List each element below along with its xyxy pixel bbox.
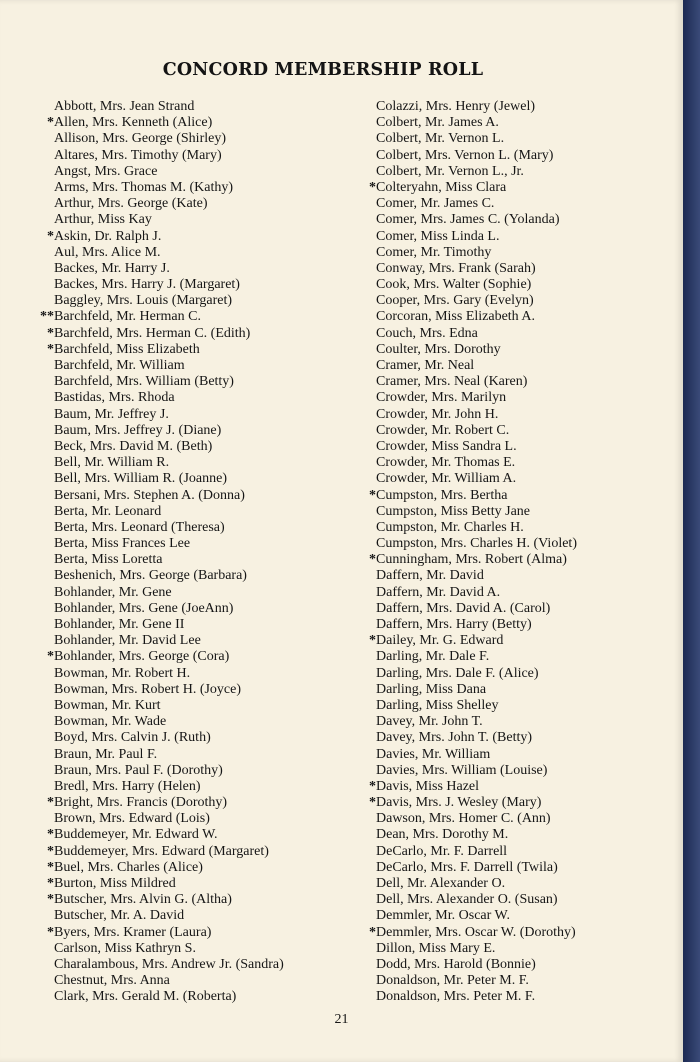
member-name: Crowder, Miss Sandra L. bbox=[376, 438, 517, 454]
member-entry bbox=[360, 164, 660, 180]
member-name: Demmler, Mr. Oscar W. bbox=[376, 908, 510, 924]
member-entry bbox=[38, 795, 338, 811]
member-entry bbox=[38, 892, 338, 908]
member-name: Cumpston, Mrs. Bertha bbox=[376, 487, 508, 503]
page-number: 21 bbox=[334, 1012, 349, 1027]
member-name: Bowman, Mr. Robert H. bbox=[54, 665, 191, 681]
member-name: Bohlander, Mr. Gene bbox=[54, 584, 172, 600]
member-entry bbox=[360, 488, 660, 504]
member-name: Comer, Miss Linda L. bbox=[376, 228, 500, 244]
member-name: Crowder, Mr. William A. bbox=[376, 471, 517, 487]
member-name: Baggley, Mrs. Louis (Margaret) bbox=[54, 293, 233, 309]
member-mark: * bbox=[47, 325, 54, 341]
member-entry bbox=[38, 407, 338, 423]
member-entry bbox=[360, 309, 660, 325]
member-mark: * bbox=[369, 487, 376, 503]
member-name: Baum, Mr. Jeffrey J. bbox=[54, 406, 169, 422]
member-entry bbox=[38, 229, 338, 245]
member-entry bbox=[38, 131, 338, 147]
member-name: Butscher, Mrs. Alvin G. (Altha) bbox=[54, 892, 232, 908]
member-entry bbox=[360, 698, 660, 714]
member-entry bbox=[360, 196, 660, 212]
member-name: Allen, Mrs. Kenneth (Alice) bbox=[54, 115, 213, 131]
member-name: Barchfeld, Mrs. William (Betty) bbox=[54, 374, 234, 390]
member-entry bbox=[38, 488, 338, 504]
member-mark: * bbox=[47, 876, 54, 891]
member-entry bbox=[38, 520, 338, 536]
member-mark: * bbox=[47, 843, 54, 859]
member-entry bbox=[360, 423, 660, 439]
member-entry bbox=[38, 423, 338, 439]
member-entry bbox=[38, 827, 338, 843]
member-name: Crowder, Mr. John H. bbox=[376, 406, 499, 422]
member-name: Butscher, Mr. A. David bbox=[54, 908, 185, 924]
member-name: Daffern, Mr. David bbox=[376, 568, 484, 584]
member-name: Dell, Mr. Alexander O. bbox=[376, 876, 506, 891]
member-name: Colbert, Mr. Vernon L., Jr. bbox=[376, 163, 524, 179]
member-name: Barchfeld, Mrs. Herman C. (Edith) bbox=[54, 325, 251, 341]
member-name: Buel, Mrs. Charles (Alice) bbox=[54, 859, 203, 875]
member-name: Bohlander, Mr. Gene II bbox=[54, 617, 185, 632]
member-name: Berta, Mr. Leonard bbox=[54, 503, 162, 519]
member-name: Davey, Mrs. John T. (Betty) bbox=[376, 730, 533, 746]
member-name: Davis, Miss Hazel bbox=[376, 778, 480, 794]
member-entry bbox=[38, 504, 338, 520]
member-name: Daffern, Mrs. David A. (Carol) bbox=[376, 600, 551, 616]
member-name: Colazzi, Mrs. Henry (Jewel) bbox=[376, 99, 536, 114]
right-column bbox=[360, 99, 660, 1006]
member-entry bbox=[38, 455, 338, 471]
member-name: Altares, Mrs. Timothy (Mary) bbox=[54, 147, 222, 163]
binding-edge bbox=[683, 0, 700, 1062]
member-entry bbox=[38, 649, 338, 665]
member-entry bbox=[360, 860, 660, 876]
member-entry bbox=[360, 568, 660, 584]
member-entry bbox=[38, 860, 338, 876]
member-entry bbox=[360, 908, 660, 924]
member-entry bbox=[360, 374, 660, 390]
member-name: Coulter, Mrs. Dorothy bbox=[376, 341, 501, 357]
member-entry bbox=[38, 164, 338, 180]
member-entry bbox=[360, 763, 660, 779]
member-name: Crowder, Mrs. Marilyn bbox=[376, 390, 507, 406]
member-entry bbox=[360, 99, 660, 115]
member-name: Dailey, Mr. G. Edward bbox=[376, 633, 504, 649]
member-entry bbox=[360, 520, 660, 536]
member-name: Cumpston, Miss Betty Jane bbox=[376, 503, 531, 519]
member-entry bbox=[38, 552, 338, 568]
member-name: Bowman, Mr. Wade bbox=[54, 714, 167, 730]
member-name: Buddemeyer, Mr. Edward W. bbox=[54, 827, 218, 843]
member-entry bbox=[38, 536, 338, 552]
member-entry bbox=[360, 844, 660, 860]
member-name: Askin, Dr. Ralph J. bbox=[54, 228, 162, 244]
member-entry bbox=[38, 568, 338, 584]
member-entry bbox=[360, 229, 660, 245]
member-entry bbox=[360, 293, 660, 309]
member-entry bbox=[38, 779, 338, 795]
member-name: Comer, Mrs. James C. (Yolanda) bbox=[376, 212, 560, 228]
member-name: Cramer, Mrs. Neal (Karen) bbox=[376, 374, 528, 390]
member-name: Bredl, Mrs. Harry (Helen) bbox=[54, 778, 201, 794]
member-name: Cooper, Mrs. Gary (Evelyn) bbox=[376, 293, 534, 309]
member-entry bbox=[38, 908, 338, 924]
member-mark: * bbox=[47, 649, 54, 665]
member-name: Comer, Mr. Timothy bbox=[376, 244, 492, 260]
member-name: Corcoran, Miss Elizabeth A. bbox=[376, 309, 536, 325]
member-entry bbox=[38, 245, 338, 261]
member-entry bbox=[360, 666, 660, 682]
member-entry bbox=[38, 358, 338, 374]
member-name: Berta, Miss Frances Lee bbox=[54, 536, 191, 552]
member-entry bbox=[38, 374, 338, 390]
member-name: Bell, Mr. William R. bbox=[54, 455, 170, 471]
member-mark: * bbox=[47, 859, 54, 875]
member-name: Donaldson, Mr. Peter M. F. bbox=[376, 973, 529, 989]
member-entry bbox=[38, 666, 338, 682]
member-mark: * bbox=[47, 115, 54, 131]
member-name: DeCarlo, Mr. F. Darrell bbox=[376, 843, 508, 859]
member-entry bbox=[360, 601, 660, 617]
member-entry bbox=[38, 747, 338, 763]
member-name: Davis, Mrs. J. Wesley (Mary) bbox=[376, 795, 542, 811]
member-mark: * bbox=[369, 924, 376, 940]
member-name: Beck, Mrs. David M. (Beth) bbox=[54, 438, 213, 454]
member-entry bbox=[360, 439, 660, 455]
member-name: Cook, Mrs. Walter (Sophie) bbox=[376, 277, 532, 293]
member-entry bbox=[38, 293, 338, 309]
member-name: Charalambous, Mrs. Andrew Jr. (Sandra) bbox=[54, 956, 284, 972]
member-name: Colteryahn, Miss Clara bbox=[376, 179, 507, 195]
member-name: Colbert, Mr. James A. bbox=[376, 115, 499, 131]
member-mark: * bbox=[369, 633, 376, 649]
member-name: Donaldson, Mrs. Peter M. F. bbox=[376, 989, 536, 1005]
member-entry bbox=[38, 196, 338, 212]
member-name: Bohlander, Mrs. Gene (JoeAnn) bbox=[54, 600, 234, 616]
member-entry bbox=[38, 925, 338, 941]
member-entry bbox=[360, 892, 660, 908]
member-entry bbox=[360, 536, 660, 552]
member-entry bbox=[360, 973, 660, 989]
member-entry bbox=[360, 649, 660, 665]
member-name: Cumpston, Mrs. Charles H. (Violet) bbox=[376, 536, 577, 552]
member-mark: * bbox=[47, 341, 54, 357]
member-name: Bowman, Mrs. Robert H. (Joyce) bbox=[54, 681, 242, 697]
member-entry bbox=[38, 941, 338, 957]
member-entry bbox=[360, 811, 660, 827]
member-name: Dean, Mrs. Dorothy M. bbox=[376, 827, 509, 843]
member-name: Berta, Miss Loretta bbox=[54, 552, 163, 568]
member-entry bbox=[360, 245, 660, 261]
member-entry bbox=[38, 714, 338, 730]
member-name: Bowman, Mr. Kurt bbox=[54, 697, 161, 713]
member-mark: * bbox=[47, 795, 54, 811]
member-name: Comer, Mr. James C. bbox=[376, 196, 495, 212]
member-entry bbox=[360, 989, 660, 1005]
member-name: Clark, Mrs. Gerald M. (Roberta) bbox=[54, 989, 237, 1005]
member-entry bbox=[38, 585, 338, 601]
member-name: Darling, Mr. Dale F. bbox=[376, 649, 490, 665]
member-name: Bersani, Mrs. Stephen A. (Donna) bbox=[54, 487, 245, 503]
member-name: Arms, Mrs. Thomas M. (Kathy) bbox=[54, 179, 234, 195]
member-entry bbox=[38, 277, 338, 293]
member-name: Braun, Mrs. Paul F. (Dorothy) bbox=[54, 762, 223, 778]
member-name: Bohlander, Mr. David Lee bbox=[54, 633, 201, 649]
member-entry bbox=[38, 99, 338, 115]
member-name: Buddemeyer, Mrs. Edward (Margaret) bbox=[54, 843, 269, 859]
member-name: Crowder, Mr. Thomas E. bbox=[376, 455, 516, 471]
member-name: Aul, Mrs. Alice M. bbox=[54, 244, 161, 260]
member-name: Dodd, Mrs. Harold (Bonnie) bbox=[376, 956, 536, 972]
member-entry bbox=[360, 957, 660, 973]
member-entry bbox=[38, 730, 338, 746]
member-entry bbox=[38, 148, 338, 164]
member-entry bbox=[360, 779, 660, 795]
member-name: Byers, Mrs. Kramer (Laura) bbox=[54, 924, 212, 940]
member-name: Darling, Miss Shelley bbox=[376, 697, 499, 713]
member-entry bbox=[360, 342, 660, 358]
member-entry bbox=[360, 326, 660, 342]
member-name: Davies, Mrs. William (Louise) bbox=[376, 762, 548, 778]
member-entry bbox=[360, 941, 660, 957]
member-entry bbox=[38, 326, 338, 342]
member-entry bbox=[360, 131, 660, 147]
member-name: Cramer, Mr. Neal bbox=[376, 358, 475, 373]
member-name: Bright, Mrs. Francis (Dorothy) bbox=[54, 795, 228, 811]
member-entry bbox=[360, 148, 660, 164]
member-name: Berta, Mrs. Leonard (Theresa) bbox=[54, 519, 225, 535]
member-name: DeCarlo, Mrs. F. Darrell (Twila) bbox=[376, 859, 558, 875]
member-entry bbox=[38, 682, 338, 698]
member-entry bbox=[38, 876, 338, 892]
member-mark: * bbox=[369, 795, 376, 811]
member-name: Angst, Mrs. Grace bbox=[54, 163, 158, 179]
member-name: Braun, Mr. Paul F. bbox=[54, 746, 158, 762]
member-entry bbox=[360, 180, 660, 196]
member-entry bbox=[360, 504, 660, 520]
member-name: Bell, Mrs. William R. (Joanne) bbox=[54, 471, 227, 487]
member-name: Allison, Mrs. George (Shirley) bbox=[54, 131, 226, 147]
member-name: Backes, Mr. Harry J. bbox=[54, 260, 170, 276]
member-entry bbox=[38, 957, 338, 973]
member-entry bbox=[360, 212, 660, 228]
member-mark: * bbox=[369, 778, 376, 794]
member-entry bbox=[38, 342, 338, 358]
member-entry bbox=[360, 455, 660, 471]
member-name: Barchfeld, Mr. Herman C. bbox=[54, 309, 201, 325]
member-name: Bohlander, Mrs. George (Cora) bbox=[54, 649, 230, 665]
member-name: Dillon, Miss Mary E. bbox=[376, 940, 496, 956]
member-name: Carlson, Miss Kathryn S. bbox=[54, 940, 196, 956]
member-name: Couch, Mrs. Edna bbox=[376, 325, 478, 341]
member-entry bbox=[360, 261, 660, 277]
member-mark: * bbox=[47, 924, 54, 940]
member-name: Arthur, Miss Kay bbox=[54, 212, 152, 228]
member-entry bbox=[360, 358, 660, 374]
member-name: Cumpston, Mr. Charles H. bbox=[376, 519, 524, 535]
member-name: Daffern, Mr. David A. bbox=[376, 584, 501, 600]
member-mark: * bbox=[47, 827, 54, 843]
member-name: Backes, Mrs. Harry J. (Margaret) bbox=[54, 277, 240, 293]
member-entry bbox=[360, 795, 660, 811]
member-name: Chestnut, Mrs. Anna bbox=[54, 973, 170, 989]
member-entry bbox=[360, 390, 660, 406]
member-name: Davies, Mr. William bbox=[376, 746, 491, 762]
member-entry bbox=[360, 714, 660, 730]
member-entry bbox=[360, 407, 660, 423]
member-entry bbox=[360, 552, 660, 568]
member-name: Burton, Miss Mildred bbox=[54, 876, 176, 891]
member-name: Barchfeld, Miss Elizabeth bbox=[54, 341, 200, 357]
member-mark: * bbox=[369, 552, 376, 568]
member-entry bbox=[38, 617, 338, 633]
member-entry bbox=[38, 309, 338, 325]
member-name: Brown, Mrs. Edward (Lois) bbox=[54, 811, 210, 827]
member-name: Colbert, Mr. Vernon L. bbox=[376, 131, 505, 147]
member-name: Abbott, Mrs. Jean Strand bbox=[54, 99, 195, 114]
member-name: Dell, Mrs. Alexander O. (Susan) bbox=[376, 892, 558, 908]
member-name: Darling, Miss Dana bbox=[376, 681, 487, 697]
member-entry bbox=[38, 844, 338, 860]
member-mark: * bbox=[47, 892, 54, 908]
member-entry bbox=[38, 471, 338, 487]
member-entry bbox=[360, 633, 660, 649]
member-name: Demmler, Mrs. Oscar W. (Dorothy) bbox=[376, 924, 576, 940]
member-entry bbox=[360, 682, 660, 698]
member-entry bbox=[360, 115, 660, 131]
member-mark: * bbox=[47, 228, 54, 244]
member-mark: * bbox=[369, 179, 376, 195]
member-name: Dawson, Mrs. Homer C. (Ann) bbox=[376, 811, 551, 827]
member-entry bbox=[360, 925, 660, 941]
member-name: Davey, Mr. John T. bbox=[376, 714, 483, 730]
member-entry bbox=[360, 277, 660, 293]
member-name: Crowder, Mr. Robert C. bbox=[376, 422, 510, 438]
member-entry bbox=[38, 439, 338, 455]
member-entry bbox=[38, 989, 338, 1005]
member-entry bbox=[360, 827, 660, 843]
member-entry bbox=[38, 390, 338, 406]
page-title: CONCORD MEMBERSHIP ROLL bbox=[162, 60, 484, 80]
member-entry bbox=[38, 180, 338, 196]
member-entry bbox=[360, 471, 660, 487]
member-name: Darling, Mrs. Dale F. (Alice) bbox=[376, 665, 539, 681]
member-entry bbox=[360, 876, 660, 892]
member-name: Beshenich, Mrs. George (Barbara) bbox=[54, 568, 247, 584]
member-name: Bastidas, Mrs. Rhoda bbox=[54, 390, 175, 406]
member-name: Cunningham, Mrs. Robert (Alma) bbox=[376, 552, 567, 568]
member-entry bbox=[38, 811, 338, 827]
member-entry bbox=[38, 601, 338, 617]
member-entry bbox=[360, 747, 660, 763]
member-entry bbox=[38, 212, 338, 228]
member-entry bbox=[360, 730, 660, 746]
member-entry bbox=[38, 698, 338, 714]
member-name: Arthur, Mrs. George (Kate) bbox=[54, 196, 208, 212]
member-entry bbox=[38, 261, 338, 277]
member-name: Barchfeld, Mr. William bbox=[54, 358, 185, 373]
member-entry bbox=[38, 973, 338, 989]
member-name: Baum, Mrs. Jeffrey J. (Diane) bbox=[54, 422, 222, 438]
member-name: Conway, Mrs. Frank (Sarah) bbox=[376, 260, 536, 276]
member-entry bbox=[38, 115, 338, 131]
member-entry bbox=[360, 585, 660, 601]
member-name: Colbert, Mrs. Vernon L. (Mary) bbox=[376, 147, 554, 163]
member-name: Boyd, Mrs. Calvin J. (Ruth) bbox=[54, 730, 211, 746]
member-mark: ** bbox=[40, 309, 54, 325]
member-entry bbox=[360, 617, 660, 633]
member-entry bbox=[38, 633, 338, 649]
member-name: Daffern, Mrs. Harry (Betty) bbox=[376, 617, 532, 632]
left-column bbox=[38, 99, 338, 1006]
member-entry bbox=[38, 763, 338, 779]
